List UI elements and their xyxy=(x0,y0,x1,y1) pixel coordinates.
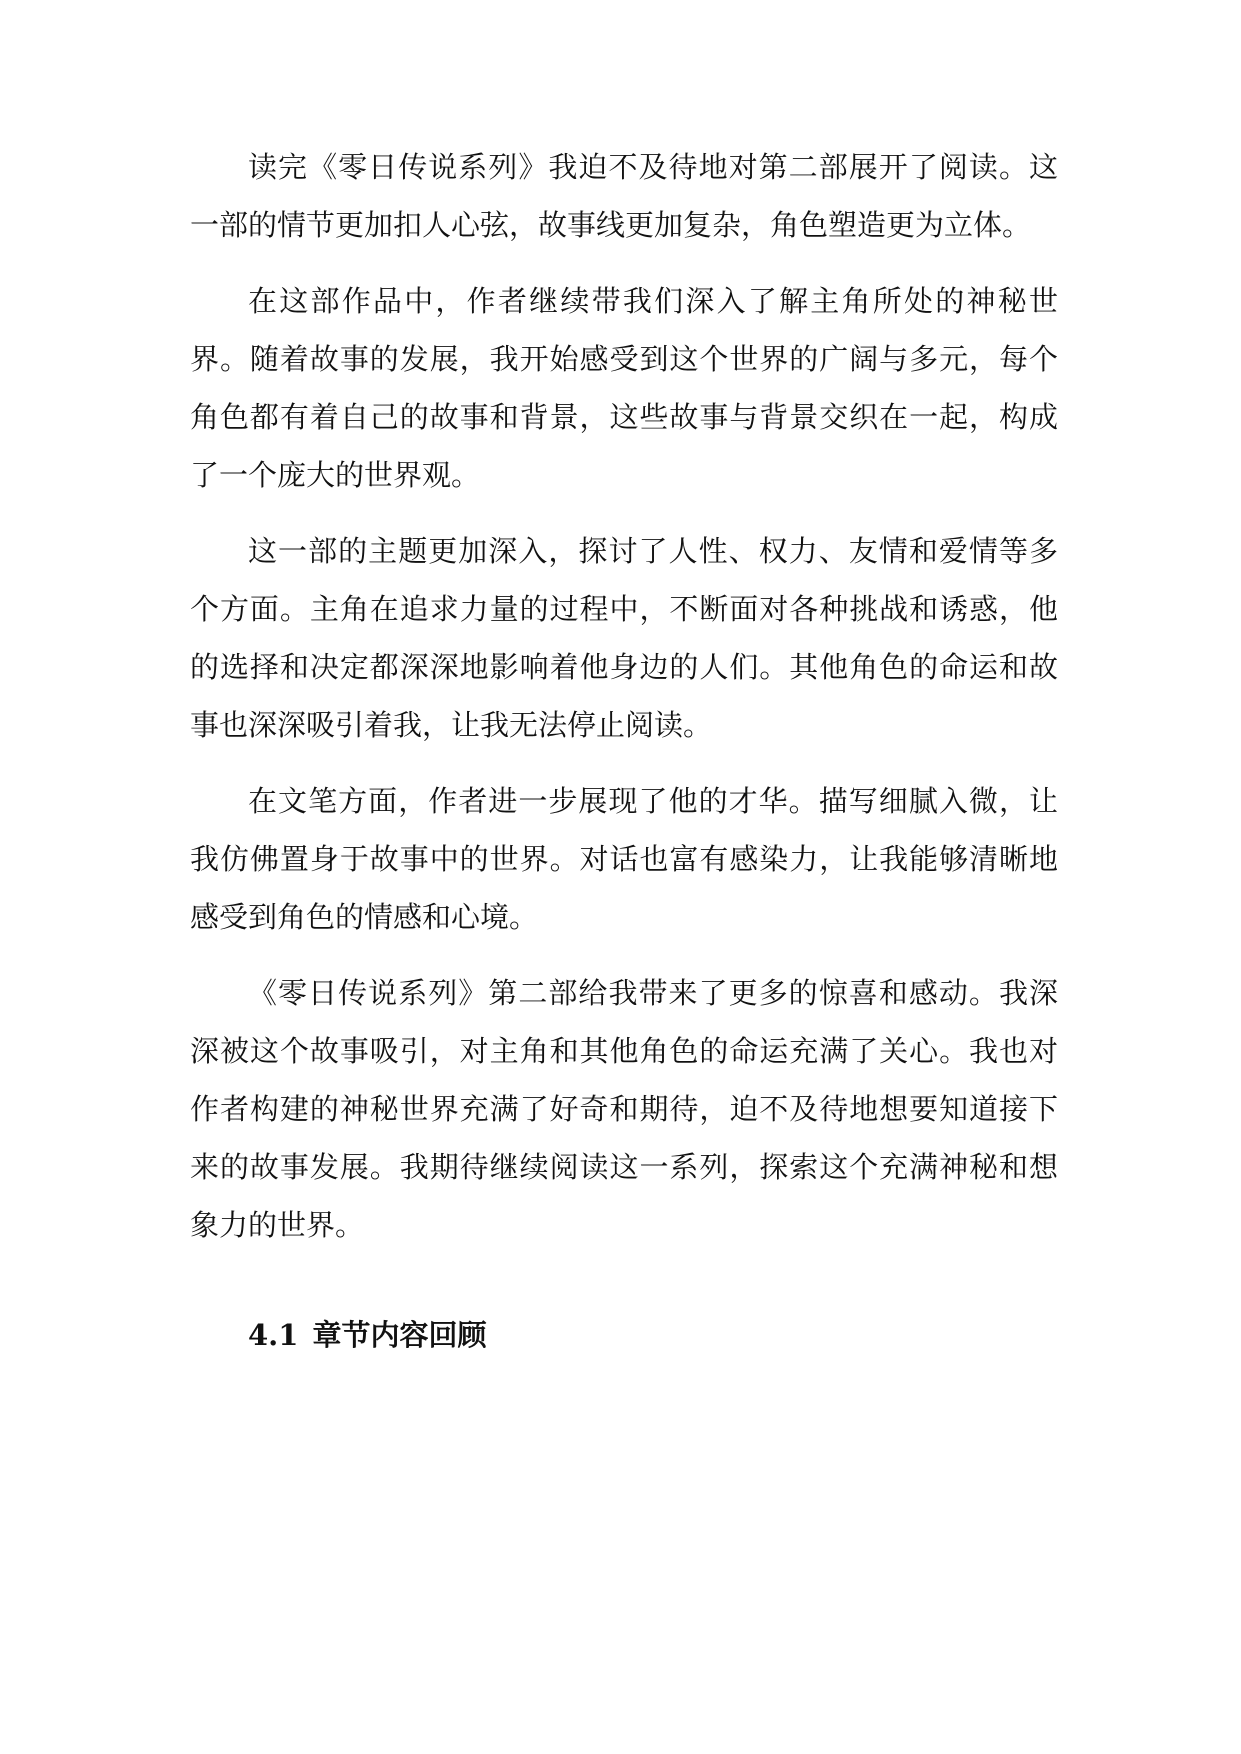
section-title: 章节内容回顾 xyxy=(312,1318,487,1352)
section-heading xyxy=(190,1306,1058,1364)
paragraph-5: 《零日传说系列》第二部给我带来了更多的惊喜和感动。我深深被这个故事吸引，对主角和其他角色的命运充满了关心。我也对作者构建的神秘世界充满了好奇和期待，迫不及待地想要知道接下来的故事发展。我期待继续阅读这一系列，探索这个充满神秘和想象力的世界。 xyxy=(190,976,1058,1242)
paragraph-4: 在文笔方面，作者进一步展现了他的才华。描写细腻入微，让我仿佛置身于故事中的世界。对话也富有感染力，让我能够清晰地感受到角色的情感和心境。 xyxy=(190,784,1058,934)
document-page xyxy=(190,138,1058,1364)
paragraph-3: 这一部的主题更加深入，探讨了人性、权力、友情和爱情等多个方面。主角在追求力量的过程中，不断面对各种挑战和诱惑，他的选择和决定都深深地影响着他身边的人们。其他角色的命运和故事也深深吸引着我，让我无法停止阅读。 xyxy=(190,534,1058,742)
section-number: 4.1 xyxy=(248,1318,299,1352)
paragraph-2: 在这部作品中，作者继续带我们深入了解主角所处的神秘世界。随着故事的发展，我开始感受到这个世界的广阔与多元，每个角色都有着自己的故事和背景，这些故事与背景交织在一起，构成了一个庞大的世界观。 xyxy=(190,284,1058,492)
paragraph-1: 读完《零日传说系列》我迫不及待地对第二部展开了阅读。这一部的情节更加扣人心弦，故事线更加复杂，角色塑造更为立体。 xyxy=(190,150,1058,242)
